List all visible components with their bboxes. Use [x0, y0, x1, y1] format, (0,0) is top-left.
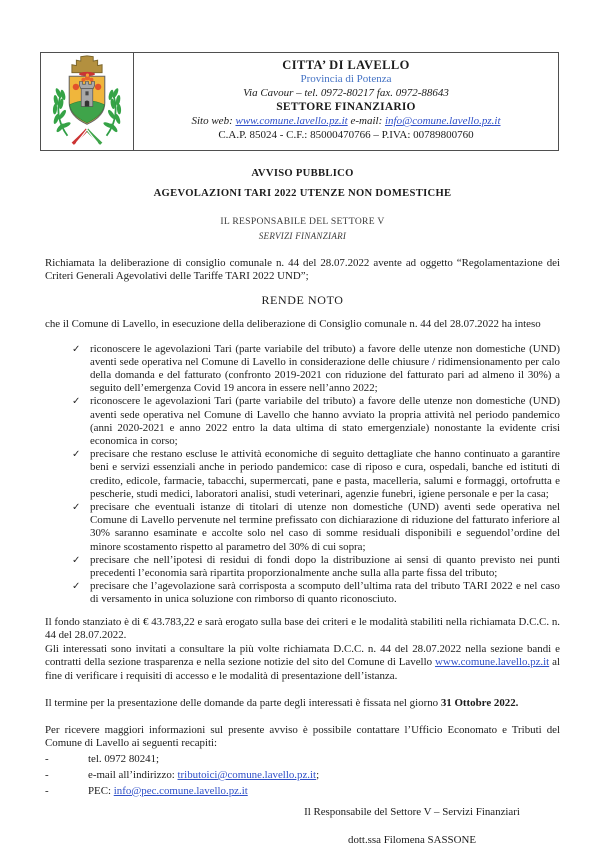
premise-paragraph: Richiamata la deliberazione di consiglio comunale n. 44 del 28.07.2022 avente ad oggetto “Regolamentazione dei Criteri Generali Agevolativi delle Tariffe TARI 2022 UND”;: [45, 256, 560, 283]
list-item-text: riconoscere le agevolazioni Tari (parte variabile del tributo) a favore delle utenze non domestiche (UND) aventi sede operativa nel Comune di Lavello in considerazione delle chiusure / ridimensionamento per calo della domanda e del fatturato (confronto 2019-2021 con riduzione del fatturato pari ad almeno il 30%) a seguito dell’emergenza Covid 19 ancora in essere nell’anno 2022;: [90, 342, 560, 395]
bullet-list: [45, 343, 560, 607]
deadline-text: Il termine per la presentazione delle domande da parte degli interessati è fissata nel giorno: [45, 696, 441, 709]
web-email-line: [134, 114, 558, 128]
city-title: CITTA’ DI LAVELLO: [282, 58, 410, 72]
list-item: [45, 501, 560, 554]
consult-text-pre: Gli interessati sono invitati a consultare la più volte richiamata D.C.C. n. 44 del 28.07.2022 nella sezione bandi e contratti della sezione trasparenza e nella sezione notizie del sito del Comune di Lavello: [45, 643, 560, 669]
deadline-paragraph: [45, 697, 560, 710]
email-link[interactable]: info@comune.lavello.pz.it: [384, 115, 501, 127]
email-label: e-mail:: [350, 115, 383, 127]
notice-title: AVVISO PUBBLICO: [251, 168, 354, 179]
phone-number: tel. 0972 80241;: [88, 753, 160, 766]
fund-paragraph: Il fondo stanziato è di € 43.783,22 e sarà erogato sulla base dei criteri e le modalità stabiliti nella richiamata D.C.C. n. 44 del 28.07.2022.: [45, 615, 560, 641]
contact-email-line: [88, 769, 319, 782]
list-item: [45, 395, 560, 448]
list-item: [45, 343, 560, 396]
notice-subtitle: AGEVOLAZIONI TARI 2022 UTENZE NON DOMESTICHE: [153, 188, 452, 200]
registry-line: C.A.P. 85024 - C.F.: 85000470766 – P.IVA: 00789800760: [218, 129, 474, 141]
list-item-text: precisare che restano escluse le attività economiche di seguito dettagliate che hanno continuato a garantire beni e servizi essenziali anche in periodo pandemico: case di riposo e cura, ospedali, banche ed istituti di credito, edicole, farmacie, tabacchi, supermercati, pane e pasta, macelleria, salumi e formaggi, ortofrutta e pescherie, studi medici, laboratori analisi, studi veterinari, agenzie funebri, igiene personale e per la casa;: [90, 448, 560, 500]
website-label: Sito web:: [191, 115, 233, 127]
dash-bullet: -: [45, 769, 49, 782]
tributi-email-link[interactable]: tributoici@comune.lavello.pz.it: [177, 769, 317, 782]
list-item: [45, 554, 560, 580]
check-icon: ✓: [72, 554, 81, 566]
comune-website-link[interactable]: www.comune.lavello.pz.it: [434, 656, 550, 669]
contact-pec-line: [88, 785, 248, 798]
consult-paragraph: [45, 643, 560, 683]
list-item-text: precisare che eventuali istanze di titolari di utenze non domestiche (UND) aventi sede operativa nel Comune di Lavello pervenute nel termine prefissato con dichiarazione di riduzione del fatturato inferiore al 30% saranno esaminate e accolte solo nel caso di somme residuali disponibili e seguendol’ordine del minore scostamento rispetto al parametro del 30% di cui sopra;: [90, 501, 560, 553]
signature-name: dott.ssa Filomena SASSONE: [348, 834, 476, 847]
contact-list: [45, 753, 560, 798]
issuer-subtitle: SERVIZI FINANZIARI: [258, 230, 347, 241]
document-body: [45, 152, 560, 847]
list-item: [45, 448, 560, 501]
issuer-title: IL RESPONSABILE DEL SETTORE V: [220, 216, 385, 228]
website-link[interactable]: www.comune.lavello.pz.it: [235, 115, 348, 127]
notice-title-block: [45, 167, 560, 243]
check-icon: ✓: [72, 396, 81, 408]
signature-block: [266, 806, 558, 847]
letterhead: [40, 52, 559, 151]
rende-noto-heading: RENDE NOTO: [261, 293, 344, 308]
deadline-date: 31 Ottobre 2022.: [440, 696, 519, 709]
province-subtitle: Provincia di Potenza: [300, 73, 392, 85]
dash-bullet: -: [45, 784, 49, 797]
email-suffix: ;: [316, 769, 320, 782]
dash-bullet: -: [45, 753, 49, 766]
letterhead-text: [134, 53, 558, 150]
department-title: SETTORE FINANZIARIO: [276, 101, 416, 113]
contact-row-phone: [45, 753, 560, 766]
check-icon: ✓: [72, 581, 81, 593]
list-item-text: riconoscere le agevolazioni Tari (parte variabile del tributo) a favore delle utenze non domestiche (UND) aventi sede operativa nel Comune di Lavello che hanno avviato la propria attività nel periodo pandemico (anni 2020-2021 e anno 2022 entro la data ultima di stato emergenziale) nonostante la evidente crisi economica in corso;: [90, 395, 560, 448]
lavello-coat-of-arms-icon: [46, 54, 128, 150]
list-item: [45, 580, 560, 606]
pec-prefix: PEC:: [88, 784, 114, 797]
intro-paragraph: che il Comune di Lavello, in esecuzione della deliberazione di Consiglio comunale n. 44 del 28.07.2022 ha inteso: [45, 318, 541, 331]
check-icon: ✓: [72, 449, 81, 461]
logo-cell: [41, 53, 134, 150]
signature-role: Il Responsabile del Settore V – Servizi Finanziari: [304, 805, 520, 818]
check-icon: ✓: [72, 502, 81, 514]
contact-intro-paragraph: Per ricevere maggiori informazioni sul presente avviso è possibile contattare l’Ufficio Economato e Tributi del Comune di Lavello ai seguenti recapiti:: [45, 723, 560, 750]
consult-text-post: al fine di verificare i requisiti di accesso e le modalità di presentazione dell’istanza.: [45, 656, 560, 682]
check-icon: ✓: [72, 343, 81, 355]
address-line: Via Cavour – tel. 0972-80217 fax. 0972-88643: [243, 87, 449, 99]
contact-row-pec: [45, 785, 560, 798]
list-item-text: precisare che nell’ipotesi di residui di fondi dopo la distribuzione ai sensi di quanto previsto nei punti precedenti l’economia sarà ripartita proporzionalmente anche sulla alla parte fissa del tributo;: [90, 553, 560, 580]
list-item-text: precisare che l’agevolazione sarà corrisposta a scomputo dell’ultima rata del tributo TARI 2022 e nel caso di versamento in unica soluzione con rimborso di quanto riconosciuto.: [90, 580, 560, 606]
pec-email-link[interactable]: info@pec.comune.lavello.pz.it: [113, 784, 248, 797]
email-prefix: e-mail all’indirizzo:: [88, 769, 178, 782]
contact-row-email: [45, 769, 560, 782]
